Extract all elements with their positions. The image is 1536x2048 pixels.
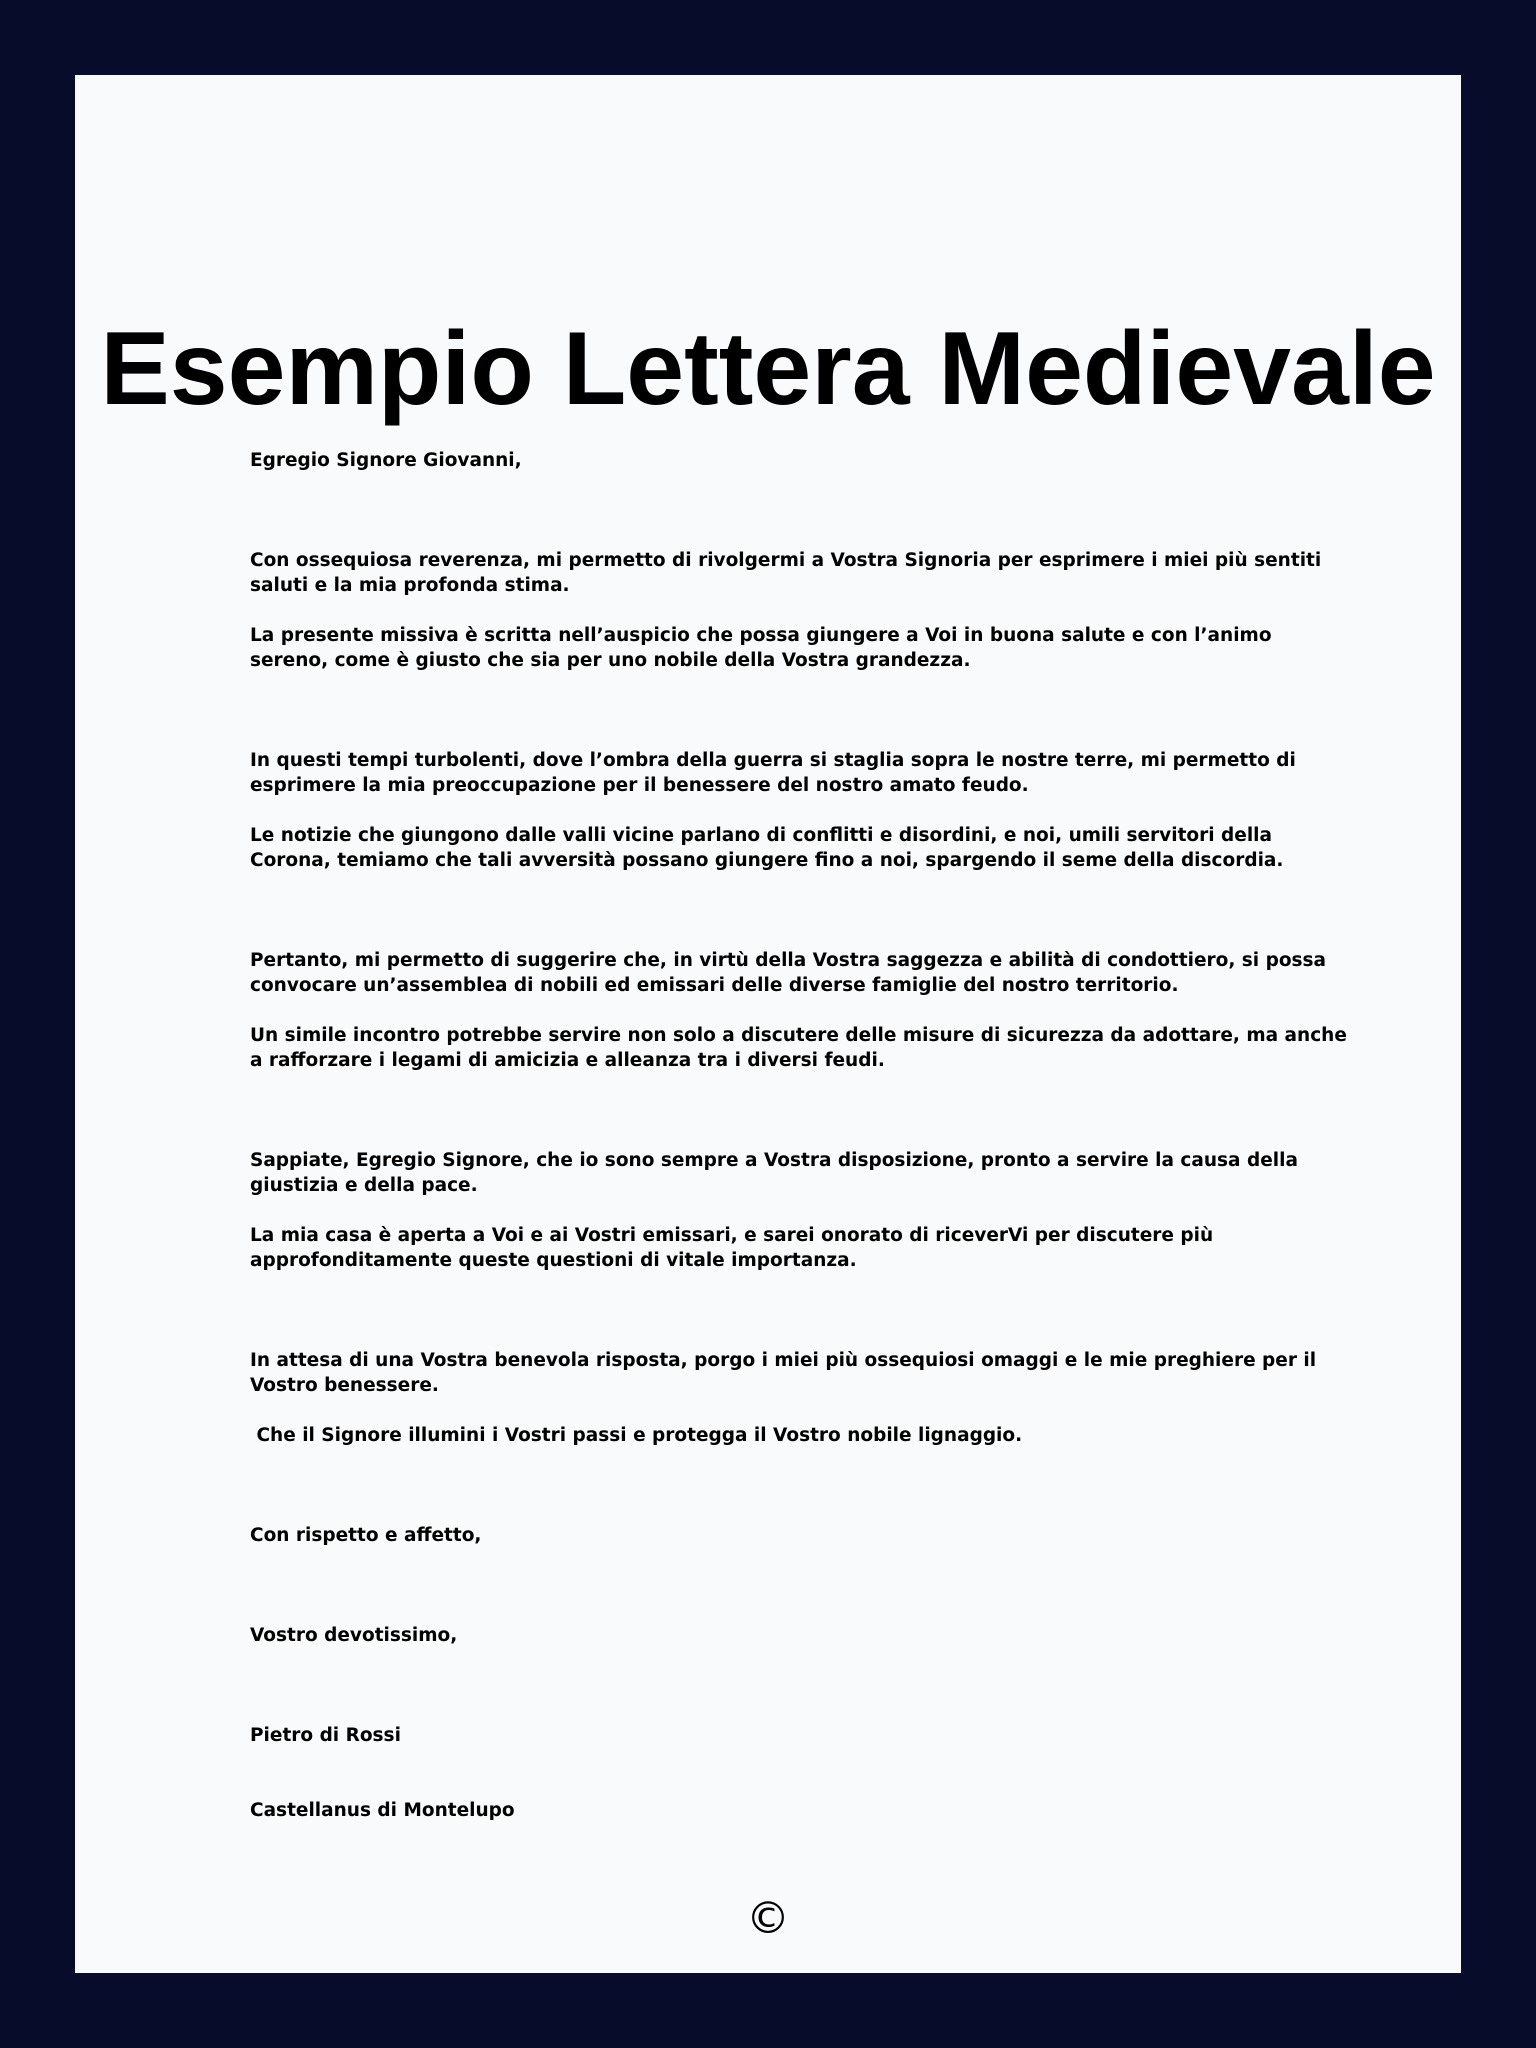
letter-page <box>75 75 1461 1973</box>
letter-paragraph: Sappiate, Egregio Signore, che io sono sempre a Vostra disposizione, pronto a servire la causa della giustizia e della pace. <box>250 1150 1298 1196</box>
letter-paragraph: La mia casa è aperta a Voi e ai Vostri emissari, e sarei onorato di riceverVi per discutere più approfonditamente queste questioni di vitale importanza. <box>250 1225 1214 1271</box>
signature-title: Castellanus di Montelupo <box>250 1800 515 1821</box>
copyright-icon: © <box>746 1893 790 1944</box>
letter-paragraph: Che il Signore illumini i Vostri passi e protegga il Vostro nobile lignaggio. <box>250 1425 1023 1446</box>
salutation: Egregio Signore Giovanni, <box>250 450 522 471</box>
signature-name: Pietro di Rossi <box>250 1725 401 1746</box>
letter-paragraph: Le notizie che giungono dalle valli vicine parlano di conflitti e disordini, e noi, umili servitori della Corona, temiamo che tali avversità possano giungere fino a noi, spargendo il seme della discordia. <box>250 825 1284 871</box>
letter-body <box>250 448 1350 1823</box>
letter-paragraph: Pertanto, mi permetto di suggerire che, in virtù della Vostra saggezza e abilità di condottiero, si possa convocare un’assemblea di nobili ed emissari delle diverse famiglie del nostro territorio. <box>250 950 1327 996</box>
letter-paragraph: In attesa di una Vostra benevola risposta, porgo i miei più ossequiosi omaggi e le mie preghiere per il Vostro benessere. <box>250 1350 1323 1396</box>
letter-paragraph: In questi tempi turbolenti, dove l’ombra della guerra si staglia sopra le nostre terre, mi permetto di esprimere la mia preoccupazione per il benessere del nostro amato feudo. <box>250 750 1296 796</box>
page-title: Esempio Lettera Medievale <box>100 311 1436 427</box>
closing: Con rispetto e affetto, <box>250 1525 482 1546</box>
letter-paragraph: La presente missiva è scritta nell’auspicio che possa giungere a Voi in buona salute e con l’animo sereno, come è giusto che sia per uno nobile della Vostra grandezza. <box>250 625 1272 671</box>
letter-paragraph: Con ossequiosa reverenza, mi permetto di rivolgermi a Vostra Signoria per esprimere i miei più sentiti saluti e la mia profonda stima. <box>250 550 1322 596</box>
letter-paragraph: Un simile incontro potrebbe servire non solo a discutere delle misure di sicurezza da adottare, ma anche a rafforzare i legami di amicizia e alleanza tra i diversi feudi. <box>250 1025 1347 1071</box>
valediction: Vostro devotissimo, <box>250 1625 458 1646</box>
